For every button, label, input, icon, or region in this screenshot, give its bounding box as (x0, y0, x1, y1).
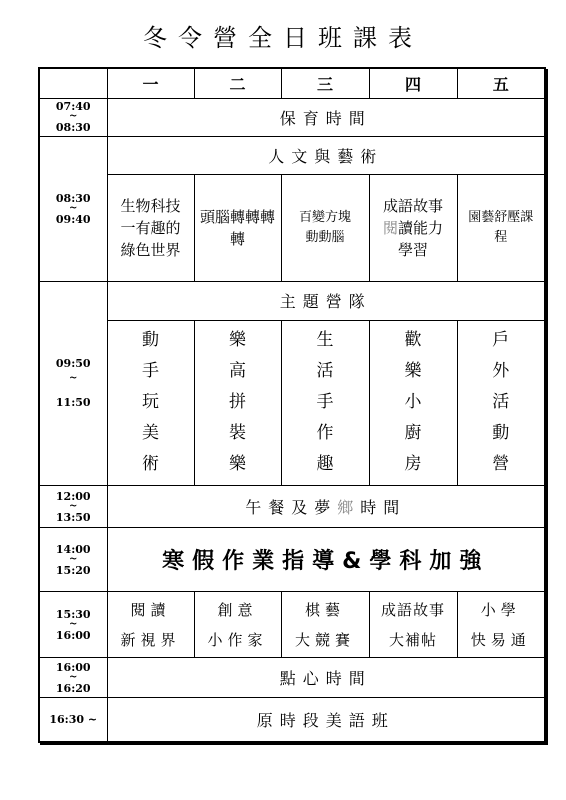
time-cell: 07:40 ~ 08:30 (39, 98, 107, 136)
english-label: 原時段美語班 (107, 698, 545, 742)
day-header-thu: 四 (369, 68, 457, 98)
day-header-mon: 一 (107, 68, 194, 98)
schedule-table (38, 67, 546, 743)
class-cell-mon: 閱讀 新視界 (107, 592, 194, 658)
theme-header-row (39, 281, 545, 320)
humanities-header-row (39, 136, 545, 174)
time-cell: 16:00 ~ 16:20 (39, 658, 107, 698)
humanities-label: 人文與藝術 (107, 136, 545, 174)
class-cell-fri: 園藝舒壓課 程 (457, 174, 545, 281)
time-cell: 08:30 ~ 09:40 (39, 136, 107, 281)
homework-row (39, 528, 545, 592)
day-header-tue: 二 (194, 68, 281, 98)
theme-classes-row (39, 320, 545, 485)
header-row (39, 68, 545, 98)
class-cell-tue: 創意 小作家 (194, 592, 281, 658)
snack-row (39, 658, 545, 698)
class-cell-fri: 戶 外 活 動 營 (457, 320, 545, 485)
theme-label: 主題營隊 (107, 281, 545, 320)
club-row (39, 592, 545, 658)
care-row (39, 98, 545, 136)
class-cell-tue: 頭腦轉轉轉 轉 (194, 174, 281, 281)
time-cell: 15:30 ~ 16:00 (39, 592, 107, 658)
class-cell-wed: 棋藝 大競賽 (281, 592, 369, 658)
time-cell: 12:00 ~ 13:50 (39, 486, 107, 528)
time-cell: 09:50 ~ 11:50 (39, 281, 107, 485)
class-cell-wed: 生 活 手 作 趣 (281, 320, 369, 485)
class-cell-mon: 動 手 玩 美 術 (107, 320, 194, 485)
class-cell-thu: 成語故事 閱讀能力 學習 (369, 174, 457, 281)
homework-label: 寒假作業指導&學科加強 (107, 528, 545, 592)
care-label: 保育時間 (107, 98, 545, 136)
lunch-row (39, 486, 545, 528)
day-header-wed: 三 (281, 68, 369, 98)
class-cell-mon: 生物科技 一有趣的 綠色世界 (107, 174, 194, 281)
time-cell: 16:30 ~ (39, 698, 107, 742)
corner-cell (39, 68, 107, 98)
humanities-classes-row (39, 174, 545, 281)
class-cell-fri: 小學 快易通 (457, 592, 545, 658)
class-cell-thu: 成語故事 大補帖 (369, 592, 457, 658)
snack-label: 點心時間 (107, 658, 545, 698)
lunch-label: 午餐及夢鄉時間 (107, 486, 545, 528)
class-cell-tue: 樂 高 拼 裝 樂 (194, 320, 281, 485)
time-cell: 14:00 ~ 15:20 (39, 528, 107, 592)
class-cell-thu: 歡 樂 小 廚 房 (369, 320, 457, 485)
class-cell-wed: 百變方塊 動動腦 (281, 174, 369, 281)
english-row (39, 698, 545, 742)
day-header-fri: 五 (457, 68, 545, 98)
page-title: 冬令營全日班課表 (143, 24, 423, 52)
